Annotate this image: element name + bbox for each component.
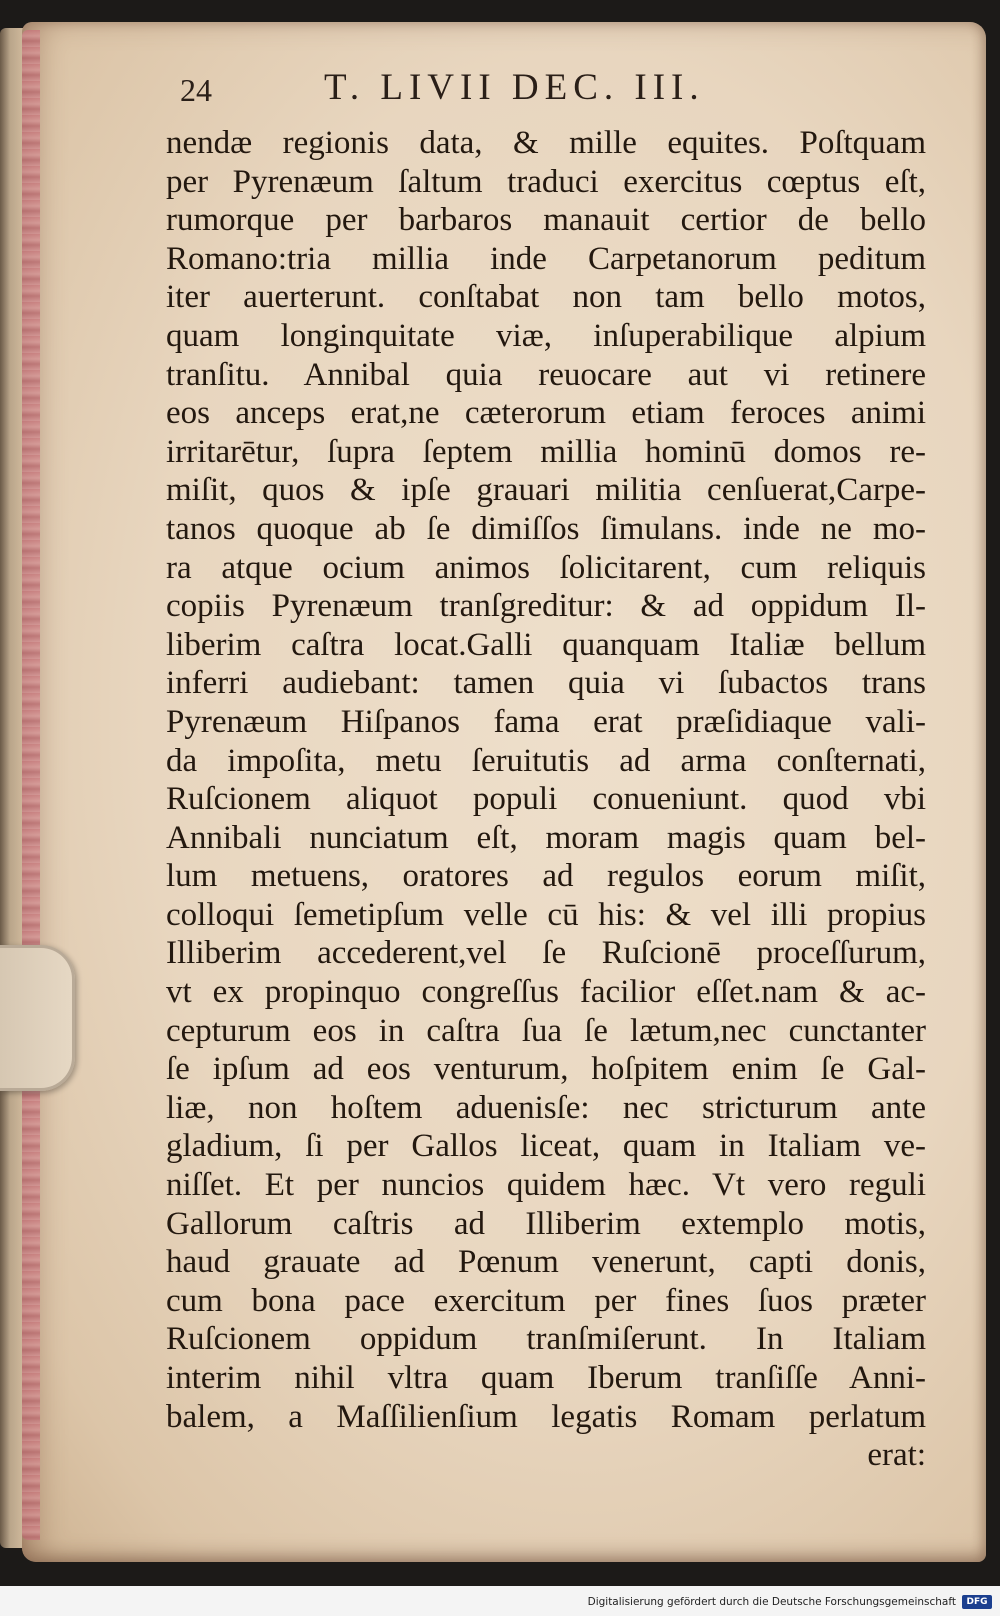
text-line: interim nihil vltra quam Iberum tranſiſſe Anni- — [166, 1360, 926, 1396]
text-line: haud grauate ad Pœnum venerunt, capti donis, — [166, 1244, 926, 1281]
sprinkled-page-edge — [22, 30, 40, 1540]
text-line: inferri audiebant: tamen quia vi ſubactos trans — [166, 665, 926, 702]
text-line: eos anceps erat,ne cæterorum etiam feroces animi — [166, 395, 926, 432]
text-line: Ruſcionem oppidum tranſmiſerunt. In Italiam — [166, 1321, 926, 1358]
text-line: gladium, ſi per Gallos liceat, quam in Italiam ve- — [166, 1128, 926, 1165]
text-line: Pyrenæum Hiſpanos fama erat præſidiaque vali- — [166, 703, 926, 740]
text-line: cepturum eos in caſtra ſua ſe lætum,nec cunctanter — [166, 1012, 926, 1049]
text-line: lum metuens, oratores ad regulos eorum miſit, — [166, 858, 926, 895]
text-line: vt ex propinquo congreſſus facilior eſſet.nam & ac- — [166, 974, 926, 1011]
text-line: iter auerterunt. conſtabat non tam bello motos, — [166, 279, 926, 316]
page-header — [176, 66, 826, 116]
text-line: ra atque ocium animos ſolicitarent, cum reliquis — [166, 549, 926, 586]
text-line: liæ, non hoſtem aduenisſe: nec stricturum ante — [166, 1089, 926, 1126]
text-line: Ruſcionem aliquot populi conueniunt. quod vbi — [166, 781, 926, 818]
text-line: rumorque per barbaros manauit certior de bello — [166, 202, 926, 239]
text-line: niſſet. Et per nuncios quidem hæc. Vt vero reguli — [166, 1167, 926, 1204]
text-line: nendæ regionis data, & mille equites. Poſtquam — [166, 125, 926, 161]
text-line: tranſitu. Annibal quia reuocare aut vi retinere — [166, 356, 926, 393]
text-line: cum bona pace exercitum per fines ſuos præter — [166, 1282, 926, 1319]
text-line: quam longinquitate viæ, inſuperabilique alpium — [166, 317, 926, 354]
text-line: Romano:tria millia inde Carpetanorum peditum — [166, 240, 926, 277]
body-text — [166, 124, 926, 1475]
dfg-logo: DFG — [962, 1595, 992, 1609]
running-head: T. LIVII DEC. III. — [324, 67, 705, 108]
text-line: per Pyrenæum ſaltum traduci exercitus cœptus eſt, — [166, 163, 926, 200]
text-line: miſit, quos & ipſe grauari militia cenſuerat,Carpe- — [166, 472, 926, 509]
text-line: colloqui ſemetipſum velle cū his: & vel illi propius — [166, 896, 926, 933]
text-line: ſe ipſum ad eos venturum, hoſpitem enim ſe Gal- — [166, 1051, 926, 1088]
text-line: copiis Pyrenæum tranſgreditur: & ad oppidum Il- — [166, 588, 926, 625]
page-number: 24 — [180, 72, 212, 108]
text-line: Illiberim accederent,vel ſe Ruſcionē proceſſurum, — [166, 935, 926, 972]
footer-bar — [0, 1586, 1000, 1616]
book-clasp — [0, 945, 75, 1091]
text-line: tanos quoque ab ſe dimiſſos ſimulans. inde ne mo- — [166, 510, 926, 547]
text-line: irritarētur, ſupra ſeptem millia hominū domos re- — [166, 433, 926, 470]
text-line: Annibali nunciatum eſt, moram magis quam bel- — [166, 819, 926, 856]
text-line: liberim caſtra locat.Galli quanquam Italiæ bellum — [166, 626, 926, 663]
text-line: da impoſita, metu ſeruitutis ad arma conſternati, — [166, 742, 926, 779]
text-line: balem, a Maſſilienſium legatis Romam perlatum — [166, 1398, 926, 1435]
text-line: Gallorum caſtris ad Illiberim extemplo motis, — [166, 1205, 926, 1242]
catchword: erat: — [867, 1437, 926, 1474]
digitization-credit: Digitalisierung gefördert durch die Deutsche Forschungsgemeinschaft — [587, 1596, 956, 1608]
